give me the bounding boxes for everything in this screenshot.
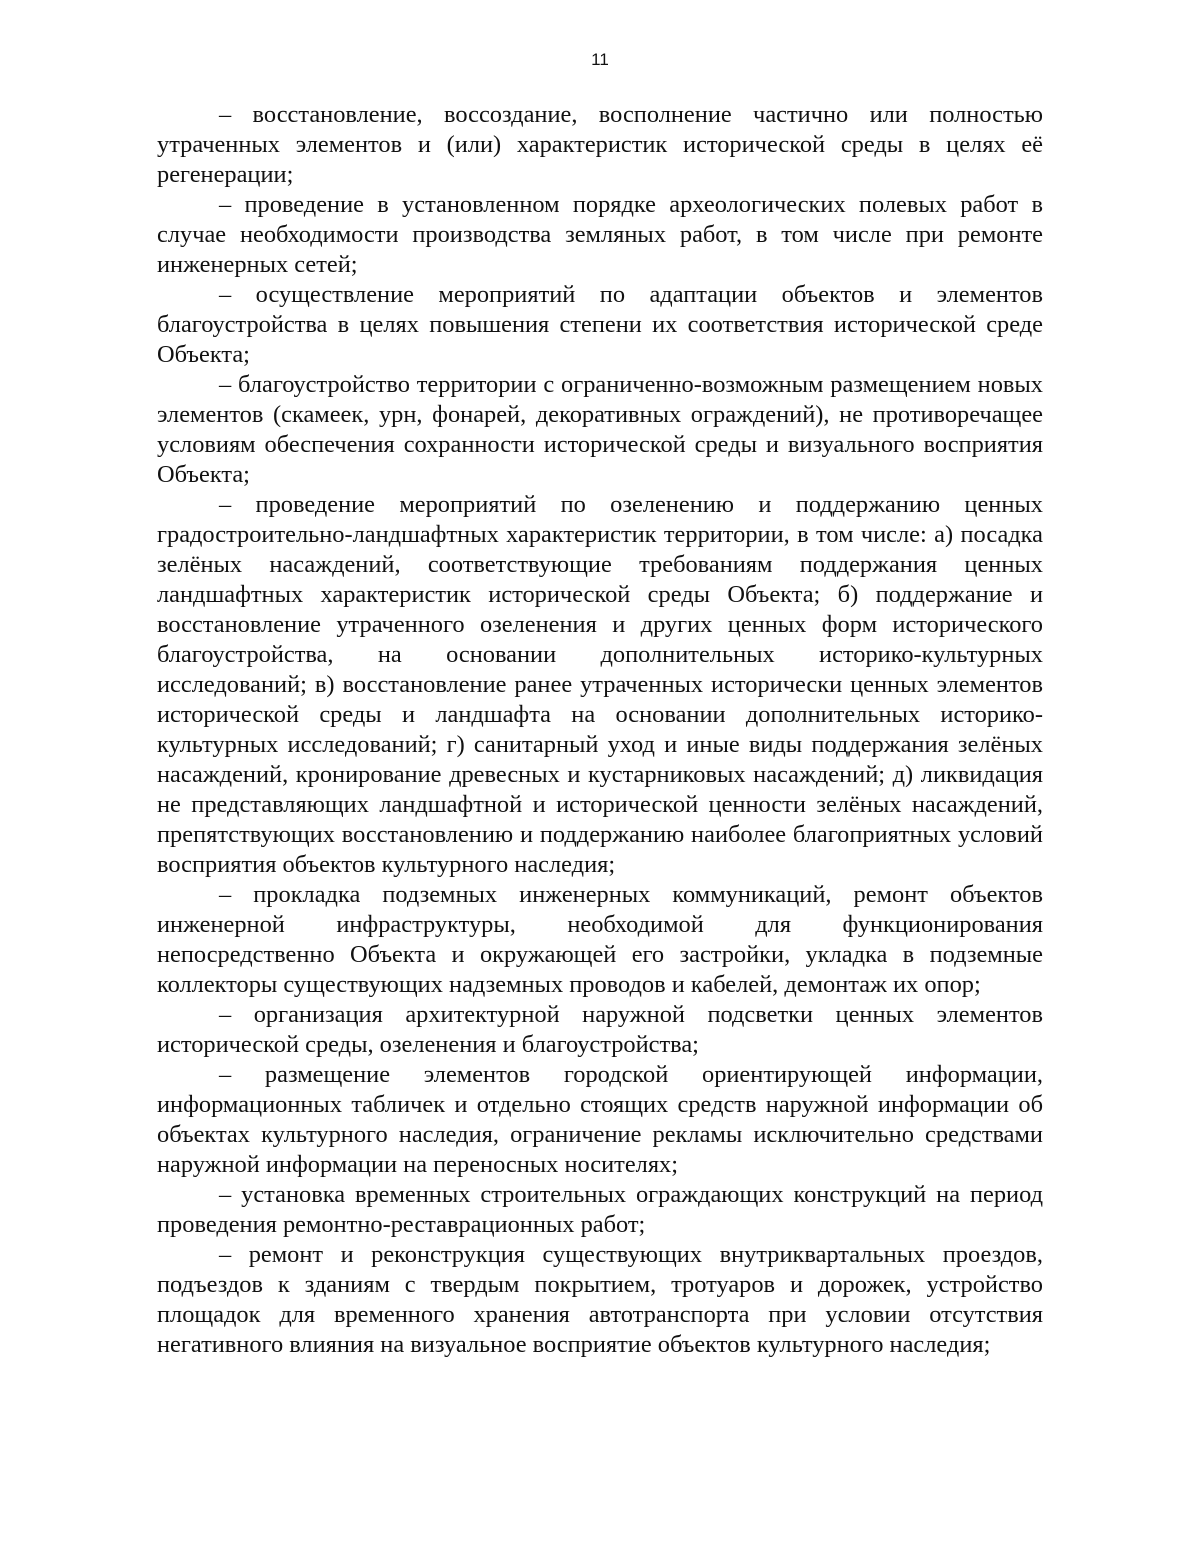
list-item: – установка временных строительных ограждающих конструкций на период проведения ремонтно-реставрационных работ; bbox=[157, 1181, 1043, 1238]
list-item: – восстановление, воссоздание, восполнение частично или полностью утраченных элементов и (или) характеристик исторической среды в целях её регенерации; bbox=[157, 101, 1043, 188]
list-item: – проведение мероприятий по озеленению и поддержанию ценных градостроительно-ландшафтных характеристик территории, в том числе: а) посадка зелёных насаждений, соответствующие требованиям поддержания ценных ландшафтных характеристик исторической среды Объекта; б) поддержание и восстановление утраченного озеленения и других ценных форм исторического благоустройства, на основании дополнительных историко-культурных исследований; в) восстановление ранее утраченных исторически ценных элементов исторической среды и ландшафта на основании дополнительных историко-культурных исследований; г) санитарный уход и иные виды поддержания зелёных насаждений, кронирование древесных и кустарниковых насаждений; д) ликвидация не представляющих ландшафтной и исторической ценности зелёных насаждений, препятствующих восстановлению и поддержанию наиболее благоприятных условий восприятия объектов культурного наследия; bbox=[157, 491, 1043, 878]
list-item: – осуществление мероприятий по адаптации объектов и элементов благоустройства в целях повышения степени их соответствия исторической среде Объекта; bbox=[157, 281, 1043, 368]
list-item: – организация архитектурной наружной подсветки ценных элементов исторической среды, озеленения и благоустройства; bbox=[157, 1001, 1043, 1058]
list-item: – благоустройство территории с ограниченно-возможным размещением новых элементов (скамеек, урн, фонарей, декоративных ограждений), не противоречащее условиям обеспечения сохранности исторической среды и визуального восприятия Объекта; bbox=[157, 371, 1043, 488]
list-item: – размещение элементов городской ориентирующей информации, информационных табличек и отдельно стоящих средств наружной информации об объектах культурного наследия, ограничение рекламы исключительно средствами наружной информации на переносных носителях; bbox=[157, 1061, 1043, 1178]
list-item: – ремонт и реконструкция существующих внутриквартальных проездов, подъездов к зданиям с твердым покрытием, тротуаров и дорожек, устройство площадок для временного хранения автотранспорта при условии отсутствия негативного влияния на визуальное восприятие объектов культурного наследия; bbox=[157, 1241, 1043, 1358]
list-item: – прокладка подземных инженерных коммуникаций, ремонт объектов инженерной инфраструктуры, необходимой для функционирования непосредственно Объекта и окружающей его застройки, укладка в подземные коллекторы существующих надземных проводов и кабелей, демонтаж их опор; bbox=[157, 881, 1043, 998]
list-item: – проведение в установленном порядке археологических полевых работ в случае необходимости производства земляных работ, в том числе при ремонте инженерных сетей; bbox=[157, 191, 1043, 278]
document-body bbox=[157, 100, 1043, 1360]
page-number: 11 bbox=[591, 50, 609, 69]
